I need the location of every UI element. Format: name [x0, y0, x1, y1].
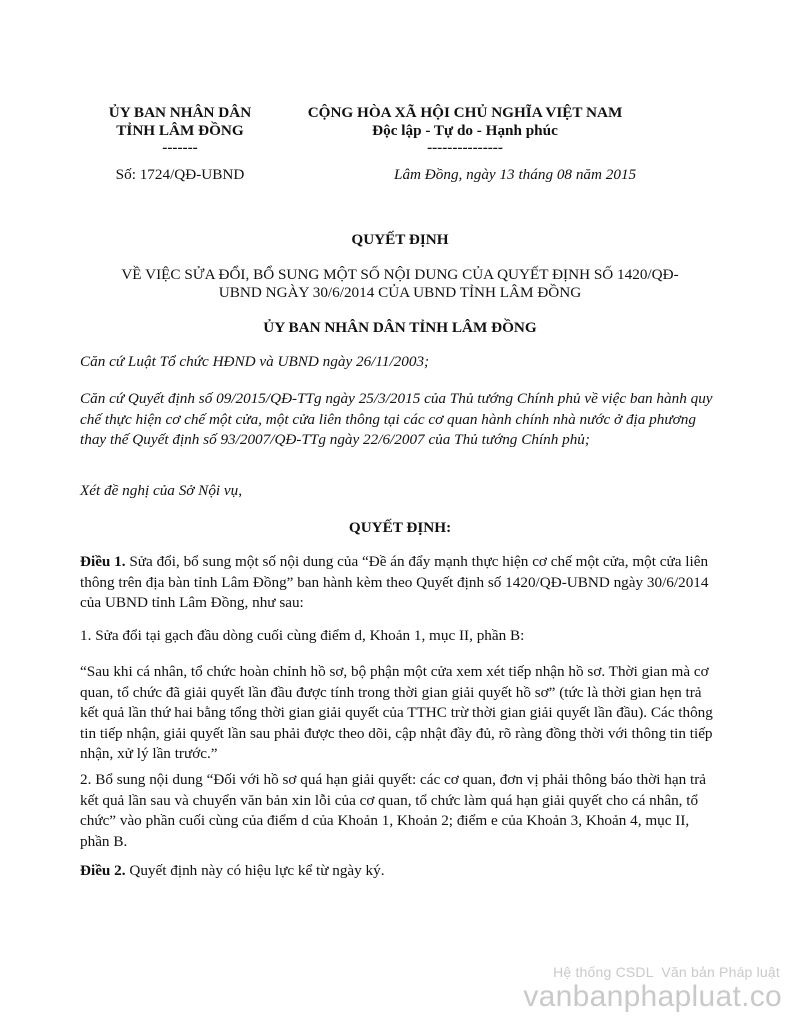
basis-law: Căn cứ Luật Tổ chức HĐND và UBND ngày 26/11/2003;: [80, 353, 430, 370]
basis-proposal: Xét đề nghị của Sở Nội vụ,: [80, 482, 243, 499]
watermark-site: vanbanphapluat.co: [523, 980, 782, 1013]
watermark-caption: Hệ thống CSDL Văn bản Pháp luật: [553, 964, 780, 980]
decision-heading: QUYẾT ĐỊNH:: [348, 519, 452, 536]
document-type-title: QUYẾT ĐỊNH: [351, 231, 449, 248]
subject-line-2: UBND NGÀY 30/6/2014 CỦA UBND TỈNH LÂM ĐỒNG: [218, 284, 582, 301]
agency-divider: -------: [162, 139, 198, 156]
item-2: 2. Bổ sung nội dung “Đối với hồ sơ quá hạn giải quyết: các cơ quan, đơn vị phải thông báo thời hạn trả kết quả lần sau và chuyển văn bản xin lỗi của cơ quan, tổ chức làm quá hạn giải quyết cho cá nhân, tổ chức” vào phần cuối cùng của điểm d của Khoản 1, Khoản 2; điểm e của Khoản 3, Khoản 4, mục II, phần B.: [80, 771, 707, 850]
article-1-label: Điều 1.: [80, 553, 126, 570]
article-2: [80, 861, 720, 882]
basis-decision: Căn cứ Quyết định số 09/2015/QĐ-TTg ngày 25/3/2015 của Thủ tướng Chính phủ về việc ban hành quy chế thực hiện cơ chế một cửa, một cửa liên thông tại các cơ quan hành chính nhà nước ở địa phương thay thế Quyết định số 93/2007/QĐ-TTg ngày 22/6/2007 của Thủ tướng Chính phủ;: [80, 390, 713, 448]
article-2-label: Điều 2.: [80, 862, 126, 879]
document-number: Số: 1724/QĐ-UBND: [115, 166, 245, 183]
subject-line-1: VỀ VIỆC SỬA ĐỔI, BỔ SUNG MỘT SỐ NỘI DUNG CỦA QUYẾT ĐỊNH SỐ 1420/QĐ-: [121, 266, 679, 283]
item-1-quote: “Sau khi cá nhân, tổ chức hoàn chỉnh hồ sơ, bộ phận một cửa xem xét tiếp nhận hồ sơ. Thời gian mà cơ quan, tổ chức đã giải quyết lần đầu được tính trong thời gian giải quyết hồ sơ” (tức là thời gian hẹn trả kết quả lần thứ hai bằng tổng thời gian giải quyết của TTHC trừ thời gian giải quyết lần đầu). Các thông tin tiếp nhận, giải quyết lần sau phải được theo dõi, cập nhật đầy đủ, rõ ràng đồng thời với thông tin tiếp nhận, xử lý lần trước.”: [80, 663, 713, 762]
motto-divider: ---------------: [427, 139, 503, 156]
article-1-text: Sửa đổi, bổ sung một số nội dung của “Đề án đẩy mạnh thực hiện cơ chế một cửa, một cửa liên thông trên địa bàn tỉnh Lâm Đồng” ban hành kèm theo Quyết định số 1420/QĐ-UBND ngày 30/6/2014 của UBND tỉnh Lâm Đồng, như sau:: [80, 553, 709, 611]
issuer-title: ỦY BAN NHÂN DÂN TỈNH LÂM ĐỒNG: [263, 319, 537, 336]
national-title: CỘNG HÒA XÃ HỘI CHỦ NGHĨA VIỆT NAM: [307, 104, 623, 121]
province-name: TỈNH LÂM ĐỒNG: [116, 122, 244, 139]
national-motto: Độc lập - Tự do - Hạnh phúc: [372, 122, 558, 139]
article-2-text: Quyết định này có hiệu lực kể từ ngày ký.: [125, 862, 385, 879]
place-and-date: Lâm Đồng, ngày 13 tháng 08 năm 2015: [394, 166, 637, 183]
agency-name: ỦY BAN NHÂN DÂN: [108, 104, 252, 121]
item-1: 1. Sửa đổi tại gạch đầu dòng cuối cùng điểm d, Khoản 1, mục II, phần B:: [80, 627, 525, 644]
article-1: [80, 552, 720, 614]
